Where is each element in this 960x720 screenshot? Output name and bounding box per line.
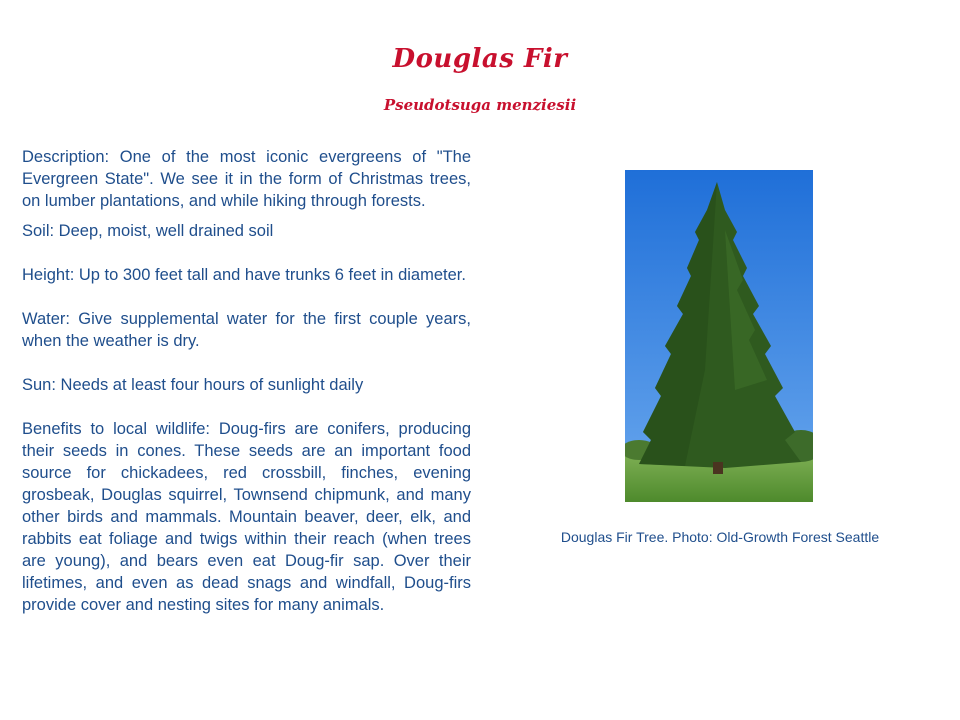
sun-text: Sun: Needs at least four hours of sunlight daily — [22, 376, 364, 394]
height-text: Height: Up to 300 feet tall and have trunks 6 feet in diameter. — [22, 266, 466, 284]
photo-caption: Douglas Fir Tree. Photo: Old-Growth Forest Seattle — [560, 529, 880, 545]
soil-text: Soil: Deep, moist, well drained soil — [22, 222, 274, 240]
douglas-fir-photo — [625, 170, 813, 502]
wildlife-benefits-text: Benefits to local wildlife: Doug-firs are conifers, producing their seeds in cones. These seeds are an important food source for chickadees, red crossbill, finches, evening grosbeak, Douglas squirrel, Townsend chipmunk, and many other birds and mammals. Mountain beaver, deer, elk, and rabbits eat foliage and twigs within their reach (when trees are young), and bears even eat Doug-fir sap. Over their lifetimes, and even as dead snags and windfall, Doug-firs provide cover and nesting sites for many animals. — [22, 420, 471, 614]
info-column — [22, 146, 471, 616]
water-text: Water: Give supplemental water for the first couple years, when the weather is dry. — [22, 310, 471, 350]
tree-trunk — [713, 462, 723, 474]
description-text: Description: One of the most iconic evergreens of "The Evergreen State". We see it in the form of Christmas trees, on lumber plantations, and while hiking through forests. — [22, 148, 471, 210]
page-title: Douglas Fir — [392, 44, 568, 74]
scientific-name: Pseudotsuga menziesii — [383, 96, 577, 114]
